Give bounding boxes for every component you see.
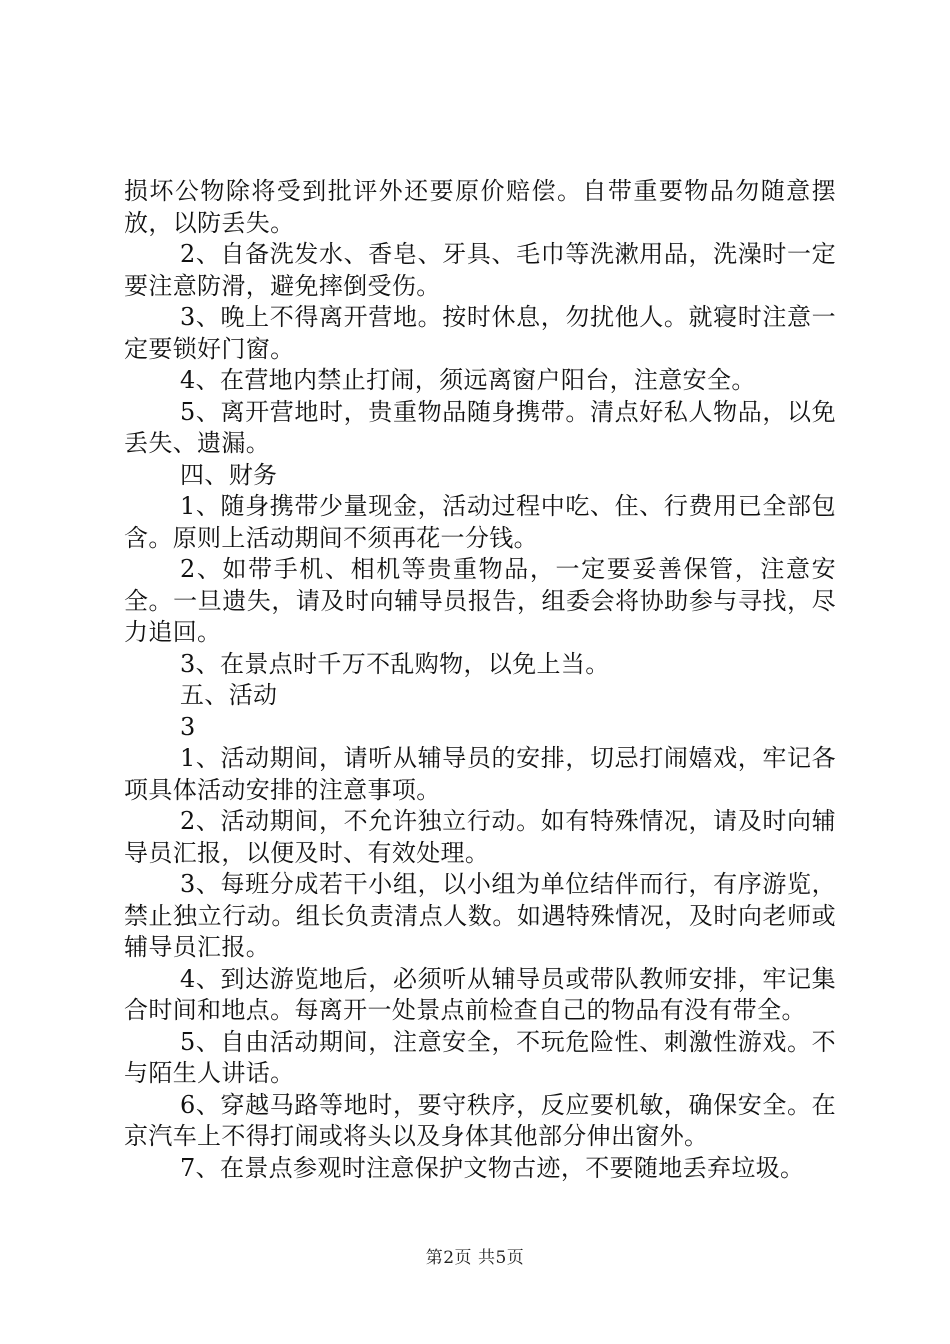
page-footer: 第2页 共5页 bbox=[425, 1248, 525, 1268]
paragraph: 3、晚上不得离开营地。按时休息，勿扰他人。就寝时注意一定要锁好门窗。 bbox=[124, 303, 836, 363]
paragraph: 2、活动期间，不允许独立行动。如有特殊情况，请及时向辅导员汇报，以便及时、有效处理。 bbox=[124, 807, 836, 867]
paragraph: 4、到达游览地后，必须听从辅导员或带队教师安排，牢记集合时间和地点。每离开一处景点前检查自己的物品有没有带全。 bbox=[124, 964, 836, 1024]
paragraph: 损坏公物除将受到批评外还要原价赔偿。自带重要物品勿随意摆放，以防丢失。 bbox=[124, 177, 836, 237]
paragraph: 5、自由活动期间，注意安全，不玩危险性、刺激性游戏。不与陌生人讲话。 bbox=[124, 1027, 836, 1087]
paragraph: 1、活动期间，请听从辅导员的安排，切忌打闹嬉戏，牢记各项具体活动安排的注意事项。 bbox=[124, 744, 836, 804]
document-body bbox=[124, 176, 836, 1184]
paragraph: 5、离开营地时，贵重物品随身携带。清点好私人物品，以免丢失、遗漏。 bbox=[124, 397, 836, 457]
section-heading-activities: 五、活动 bbox=[180, 681, 278, 709]
paragraph: 4、在营地内禁止打闹，须远离窗户阳台，注意安全。 bbox=[180, 366, 756, 394]
paragraph: 3、每班分成若干小组，以小组为单位结伴而行，有序游览，禁止独立行动。组长负责清点人数。如遇特殊情况，及时向老师或辅导员汇报。 bbox=[124, 870, 836, 961]
section-heading-finance: 四、财务 bbox=[180, 460, 278, 489]
paragraph: 7、在景点参观时注意保护文物古迹，不要随地丢弃垃圾。 bbox=[180, 1153, 805, 1182]
paragraph: 2、如带手机、相机等贵重物品，一定要妥善保管，注意安全。一旦遗失，请及时向辅导员报告，组委会将协助参与寻找，尽力追回。 bbox=[124, 555, 836, 646]
paragraph: 3、在景点时千万不乱购物，以免上当。 bbox=[180, 649, 610, 678]
paragraph: 1、随身携带少量现金，活动过程中吃、住、行费用已全部包含。原则上活动期间不须再花一分钱。 bbox=[124, 492, 836, 552]
paragraph: 6、穿越马路等地时，要守秩序，反应要机敏，确保安全。在京汽车上不得打闹或将头以及身体其他部分伸出窗外。 bbox=[124, 1090, 836, 1150]
paragraph: 3 bbox=[180, 712, 196, 741]
paragraph: 2、自备洗发水、香皂、牙具、毛巾等洗漱用品，洗澡时一定要注意防滑，避免摔倒受伤。 bbox=[124, 240, 836, 300]
